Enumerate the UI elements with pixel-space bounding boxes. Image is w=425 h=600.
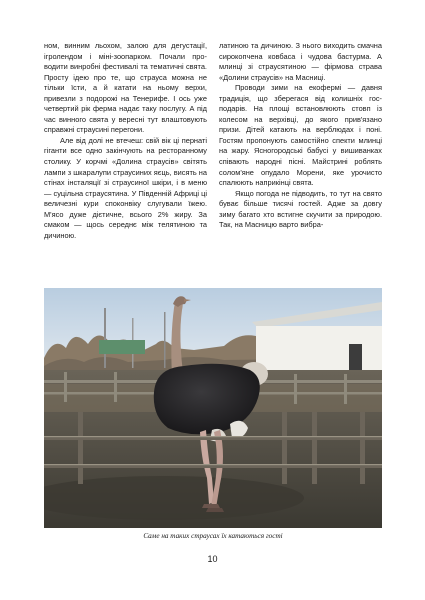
- paragraph: Але від долі не втечеш: свій вік ці пернаті гіганти все одно закінчують на ресторанному столику. У корчмі «Долина страусів» світять лампи з шкаралупи страусиних яєць, висять на стінах інсталяції зі страусиної шкіри, і в меню — суцільна страусятина. У Південній Африці ці величезні кури споконвіку слугували їжею. М'ясо дуже дієтичне, всього 2% жиру. За смаком — щось середнє між телятиною та дичиною.: [44, 135, 207, 240]
- farm-building-door: [349, 344, 362, 374]
- page-number: 10: [207, 554, 218, 564]
- paragraph: латиною та дичиною. З нього виходить смачна сирокопчена ковбаса і чудова бастурма. А млинці зі страусятиною — фірмова страва «Долини страусів» на Масниці.: [219, 41, 382, 82]
- article-column-right: [219, 41, 382, 287]
- shed: [99, 340, 145, 354]
- ostrich-foot: [206, 508, 224, 512]
- article-column-left: [44, 41, 207, 287]
- paragraph: ном, винним льохом, залою для дегустації, ігролендом і міні-зоопарком. Почали проводити винробні фестивалі та тематичні свята. Просту ідею про те, що страуса можна не тільки їсти, а й катати на ньому верхи, привезли з подорожі на Тенерифе. І ось уже четвертий рік ферма надає таку послугу. А під час винного свята у вересні тут влаштовують справжні страусині перегони.: [44, 41, 207, 135]
- pole: [104, 308, 106, 368]
- ostrich-photo: [44, 288, 382, 528]
- ostrich-foot: [202, 504, 220, 508]
- paragraph: Проводи зими на екофермі — давня традиція, що зберегася від колишніх господарів. На площі встановлюють стовп із колесом на верхівці, до якого прив'язано призи. Дітей катають на верблюдах і поні. Гостям пропонують самостійно спекти млинці на жару. Ясногородські бабусі у вишиванках співають народні пісні. Майстрині роблять солом'яне опудало Морени, яке урочисто спалюють наприкінці свята.: [219, 83, 382, 188]
- pole: [164, 312, 166, 368]
- paragraph: Якщо погода не підводить, то тут на свято буває більше тисячі гостей. Адже за довгу зиму багато хто встигне скучити за природою. Так, на Масницю варто вибра-: [219, 188, 382, 230]
- photo-caption: Саме на таких страусах їх катаються гості: [143, 532, 283, 540]
- article-body: [44, 41, 382, 287]
